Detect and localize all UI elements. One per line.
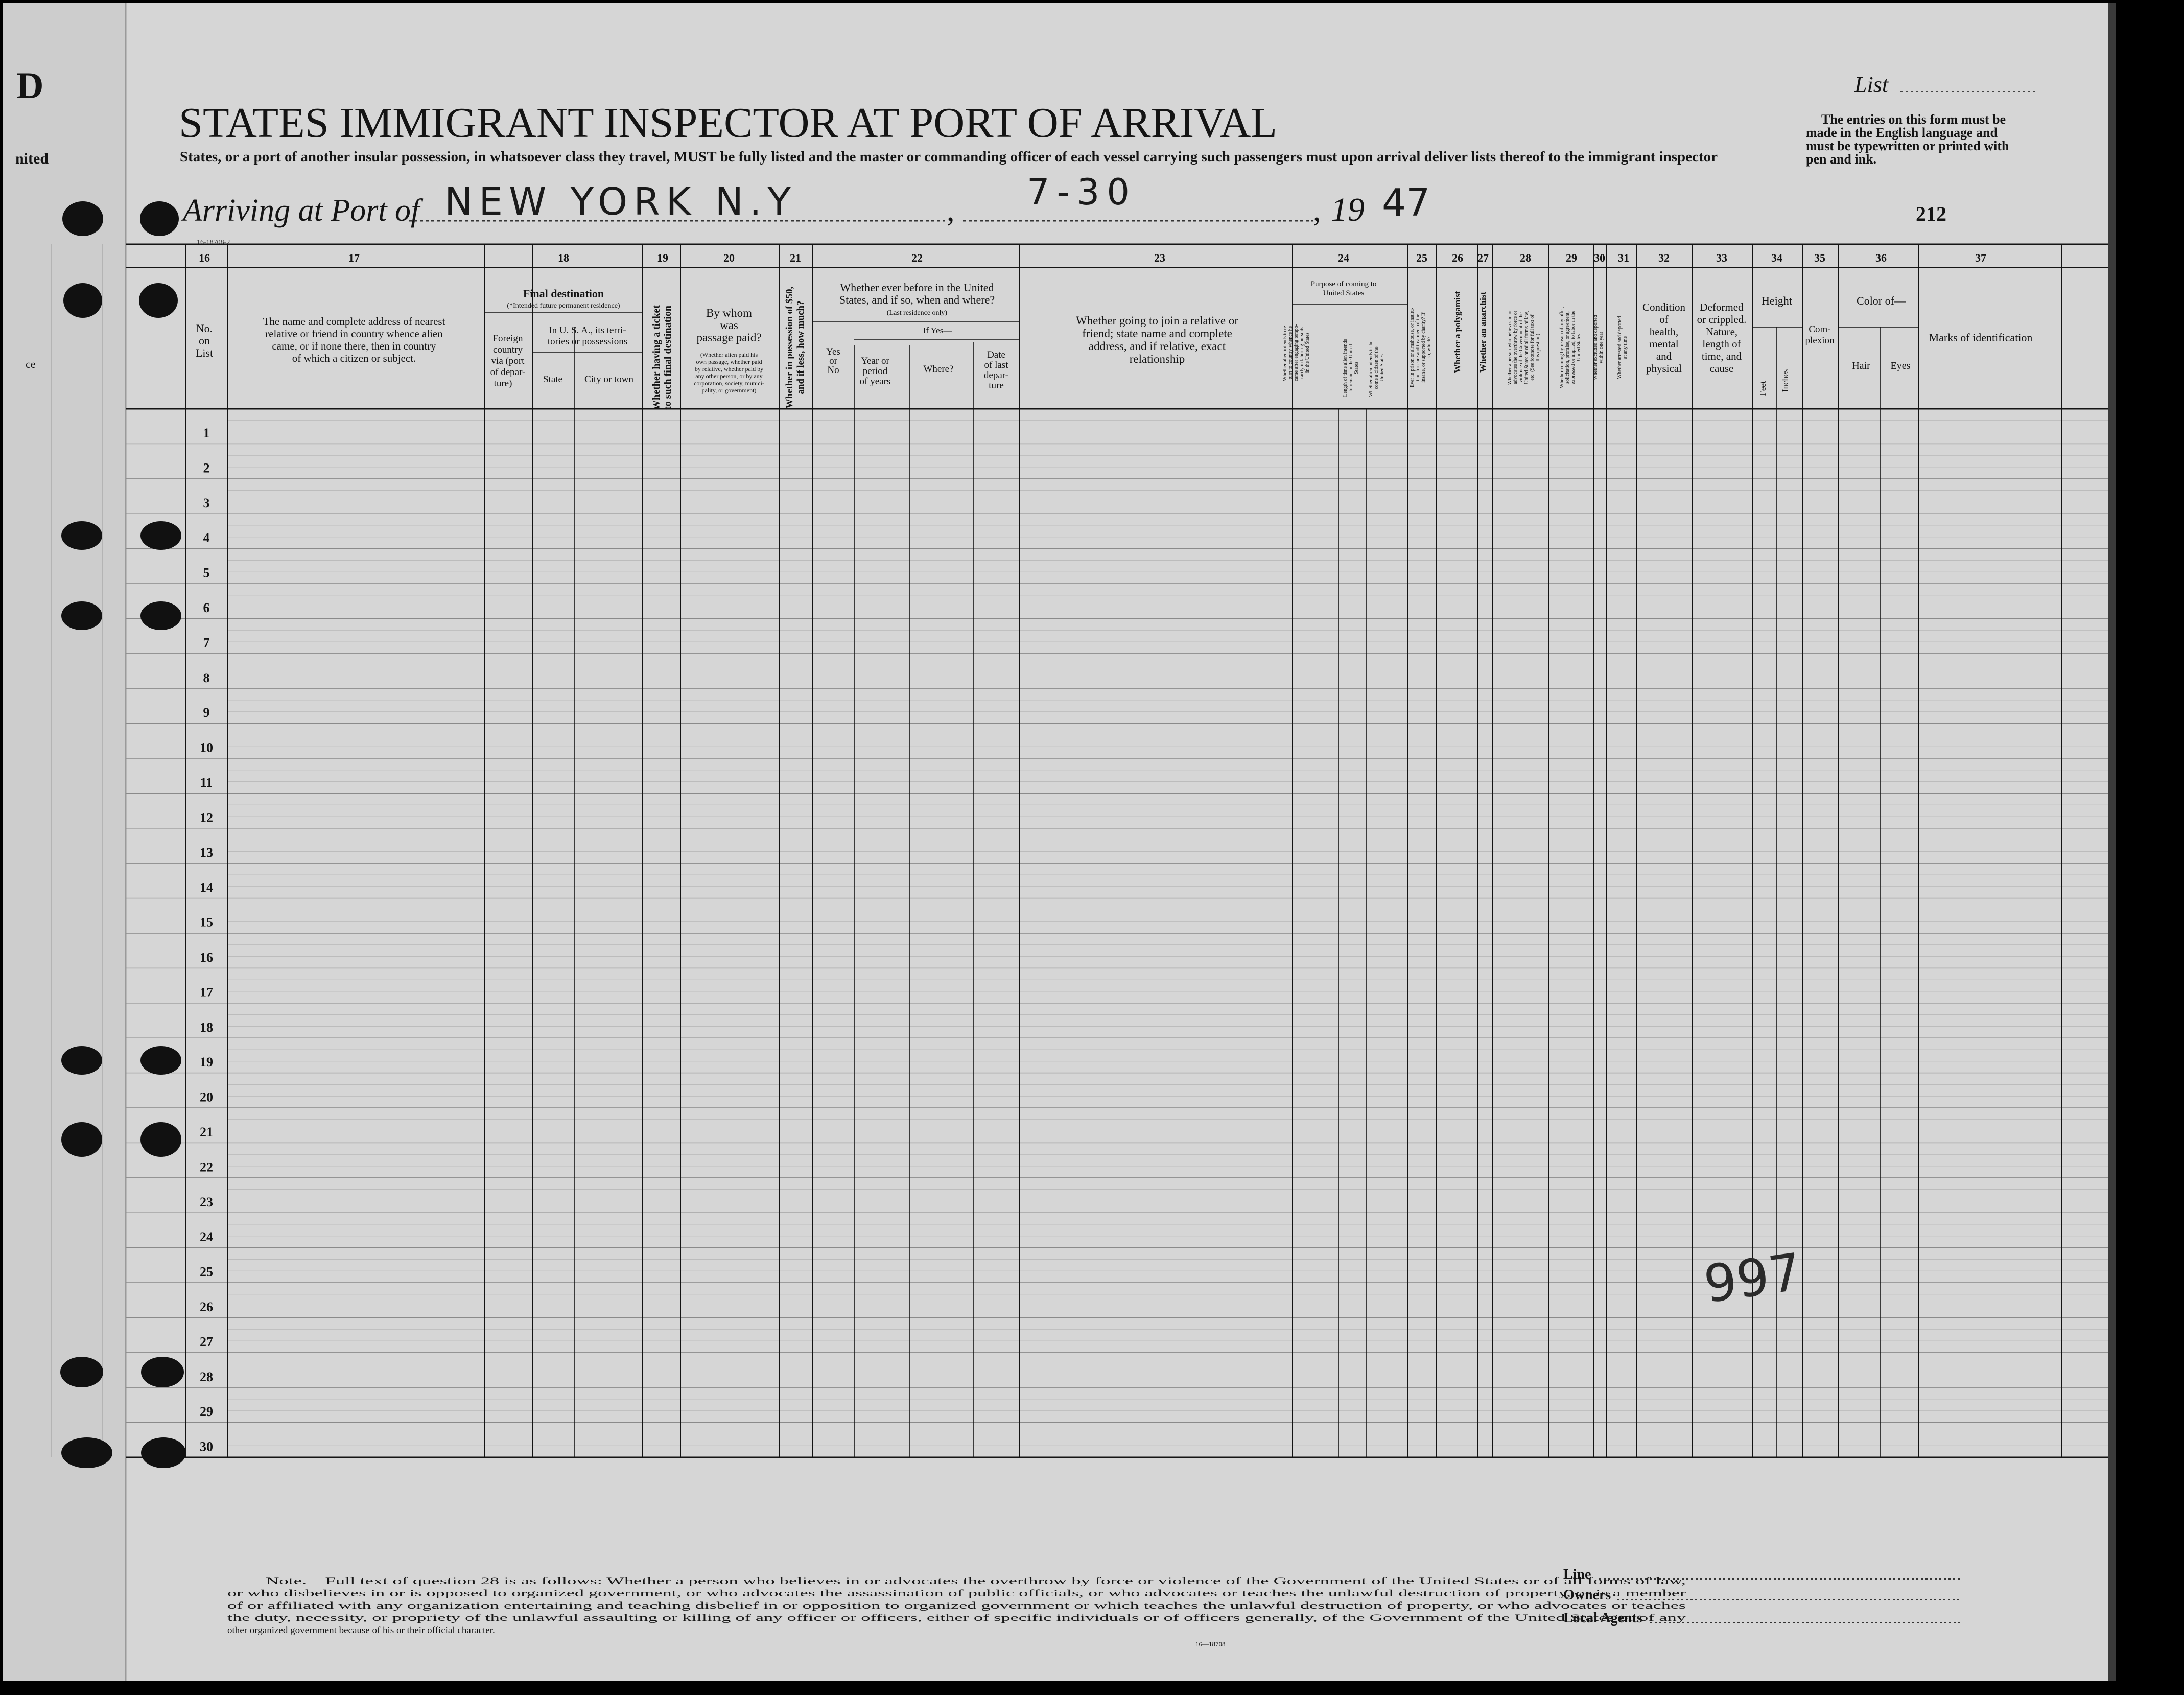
hdr-deformed: or crippled. xyxy=(1697,313,1747,326)
hdr-state: State xyxy=(543,374,562,385)
hdr-passage-note-line: pality, or government) xyxy=(701,387,757,394)
row-number: 18 xyxy=(200,1019,213,1035)
form-title: STATES IMMIGRANT INSPECTOR AT PORT OF ARRIVAL xyxy=(179,99,1277,147)
owners-label: Owners xyxy=(1563,1587,1611,1603)
agents-label: Local Agents xyxy=(1563,1610,1642,1626)
comma: , xyxy=(947,193,955,228)
hdr-passage-paid: By whom xyxy=(706,307,753,319)
hdr-foreign-country: country xyxy=(492,344,523,355)
hdr-where: Where? xyxy=(923,364,954,375)
footer-note-line: other organized government because of his or their official character. xyxy=(227,1625,495,1636)
arriving-label: Arriving at Port of xyxy=(183,193,420,228)
line-label: Line xyxy=(1563,1567,1591,1583)
hdr-small-line: advocates the overthrow by force or xyxy=(1513,310,1518,385)
left-fragment-ce: ce xyxy=(26,358,36,370)
hdr-purpose: United States xyxy=(1323,289,1365,297)
hdr-passage-note-line: by relative, whether paid by xyxy=(694,365,764,373)
footer-note-line: or who disbelieves in or is opposed to organized government, or who advocates the assassination of public officials, or who advocates or teaches the unlawful destruction of property, or is a member xyxy=(227,1588,1687,1599)
col-number-29: 29 xyxy=(1566,251,1577,264)
binding-strip xyxy=(3,3,126,1681)
hdr-small-line: within one year xyxy=(1599,331,1604,364)
row-number: 12 xyxy=(200,810,213,825)
hdr-small-line: Ever in prison or almshouse, or institu- xyxy=(1410,307,1415,388)
row-number: 26 xyxy=(200,1299,213,1314)
row-number: 6 xyxy=(203,600,210,615)
hdr-deformed: time, and xyxy=(1701,350,1742,362)
right-edge-shadow xyxy=(2108,3,2116,1681)
row-number: 28 xyxy=(200,1369,213,1384)
hdr-ticket-line: Whether having a ticket xyxy=(651,305,662,410)
row-number: 1 xyxy=(203,426,210,440)
form-code: 16-18708-2 xyxy=(197,239,230,246)
row-number: 17 xyxy=(200,985,213,1000)
col-number-36: 36 xyxy=(1875,251,1887,264)
hdr-inches-text: Inches xyxy=(1780,369,1790,392)
hdr-condition-health: mental xyxy=(1649,338,1679,350)
hdr-feet-text: Feet xyxy=(1758,381,1768,396)
hdr-anarchist xyxy=(1478,292,1488,373)
hdr-possession-line: Whether in possession of $50, xyxy=(784,286,795,409)
date-handwritten: 7-30 xyxy=(1027,171,1137,213)
hdr-small-line: at any time xyxy=(1623,336,1628,359)
hdr-foreign-country: via (port xyxy=(491,356,525,366)
hdr-height: Height xyxy=(1762,294,1792,307)
hdr-small-line: solicitation, promise, or agreement, xyxy=(1565,311,1570,384)
binding-hole xyxy=(60,1357,103,1387)
binding-hole xyxy=(140,601,181,630)
hdr-purpose-a xyxy=(1282,324,1310,381)
row-number: 30 xyxy=(200,1439,213,1454)
row-number: 8 xyxy=(203,670,210,685)
comma: , xyxy=(1313,193,1321,228)
hdr-eyes: Eyes xyxy=(1890,360,1911,371)
hdr-ever-before: States, and if so, when and where? xyxy=(839,293,995,306)
hdr-small-line: Whether coming by reason of any offer, xyxy=(1559,307,1565,388)
row-number: 7 xyxy=(203,635,210,651)
binding-hole xyxy=(140,521,181,550)
col-number-37: 37 xyxy=(1975,251,1986,264)
row-number: 3 xyxy=(203,495,210,510)
row-number: 21 xyxy=(200,1125,213,1140)
col-number-34: 34 xyxy=(1771,251,1782,264)
hdr-nearest-relative: of which a citizen or subject. xyxy=(292,352,416,364)
hdr-passage-note xyxy=(694,351,764,394)
hdr-small-line: etc. (See footnote for full text of xyxy=(1530,314,1535,381)
hdr-small-line: this question) xyxy=(1535,333,1541,362)
col-number-17: 17 xyxy=(348,251,360,264)
hdr-join-relative: address, and if relative, exact xyxy=(1088,340,1226,353)
hdr-small-line: rarily in laboring pursuits xyxy=(1299,327,1305,379)
hdr-small-line: Whether a person who believes in or xyxy=(1507,310,1513,385)
row-number: 27 xyxy=(200,1334,213,1350)
hdr-condition-health: health, xyxy=(1649,326,1679,338)
row-number: 22 xyxy=(200,1159,213,1175)
hdr-foreign-country: ture)— xyxy=(494,378,522,389)
hdr-purpose: Purpose of coming to xyxy=(1310,280,1377,288)
hdr-nearest-relative: came, or if none there, then in country xyxy=(272,340,436,352)
binding-hole xyxy=(140,1046,181,1075)
col-number-25: 25 xyxy=(1416,251,1427,264)
hdr-ticket-line: to such final destination xyxy=(662,306,673,410)
hdr-deformed: Deformed xyxy=(1700,301,1744,313)
hdr-small-line: United States or of all forms of law, xyxy=(1524,311,1530,384)
hdr-small-line: United States xyxy=(1576,334,1582,361)
footer-note-line: of or affiliated with any organization entertaining and teaching disbelief in or opposition to organized government or which teaches the unlawful destruction of property, or who advocates or teaches xyxy=(227,1600,1686,1611)
hdr-small-line: turn to country whence he xyxy=(1288,326,1294,380)
hdr-city-or-town: City or town xyxy=(584,374,634,385)
col-number-21: 21 xyxy=(790,251,801,264)
page-number: 212 xyxy=(1916,202,1946,225)
hdr-ever-before: Whether ever before in the United xyxy=(840,281,994,294)
row-number: 10 xyxy=(200,740,213,755)
row-number: 14 xyxy=(200,880,213,895)
hdr-passage-note-line: (Whether alien paid his xyxy=(700,351,758,358)
col-number-30: 30 xyxy=(1594,251,1605,264)
hdr-foreign-country: Foreign xyxy=(492,333,523,344)
col-number-28: 28 xyxy=(1520,251,1531,264)
hdr-small-line: States xyxy=(1354,362,1359,374)
row-number: 13 xyxy=(200,845,213,860)
row-number: 23 xyxy=(200,1194,213,1210)
hdr-small-line: Whether alien intends to re- xyxy=(1282,324,1288,381)
hdr-small-line: United States xyxy=(1379,354,1385,382)
hdr-yes-or-no: Yes xyxy=(826,346,840,357)
hdr-hair: Hair xyxy=(1852,360,1870,371)
left-fragment-d: D xyxy=(16,65,44,107)
hdr-small-line: in the United States xyxy=(1305,332,1310,373)
hdr-passage-paid: passage paid? xyxy=(696,331,762,344)
hdr-small-line: to remain in the United xyxy=(1348,344,1354,392)
hdr-marks-identification: Marks of identification xyxy=(1929,331,2033,344)
binding-hole xyxy=(140,201,179,236)
hdr-join-relative: Whether going to join a relative or xyxy=(1075,314,1239,327)
col-number-18: 18 xyxy=(558,251,569,264)
left-fragment-nited: nited xyxy=(15,150,49,167)
hdr-date-last: of last xyxy=(984,360,1008,370)
binding-hole xyxy=(63,283,102,318)
row-number: 9 xyxy=(203,705,210,721)
hdr-if-yes: If Yes— xyxy=(923,326,952,335)
hdr-yes-or-no: or xyxy=(829,356,837,366)
binding-hole xyxy=(139,283,178,318)
row-number: 11 xyxy=(200,775,213,790)
hdr-small-line: violence of the Government of the xyxy=(1518,312,1524,383)
hdr-deformed: length of xyxy=(1702,338,1741,350)
col-number-32: 32 xyxy=(1658,251,1670,264)
hdr-no-on-list: on xyxy=(199,334,210,347)
col-number-35: 35 xyxy=(1814,251,1825,264)
row-number: 24 xyxy=(200,1229,213,1245)
row-number: 16 xyxy=(200,950,213,965)
hdr-small-line: so, which? xyxy=(1426,336,1432,359)
binding-hole xyxy=(61,601,102,630)
hdr-passage-note-line: own passage, whether paid xyxy=(696,358,762,365)
hdr-passage-paid: was xyxy=(720,319,738,332)
hdr-year-period: period xyxy=(862,366,888,377)
hdr-deformed: cause xyxy=(1709,362,1734,375)
col-number-23: 23 xyxy=(1154,251,1165,264)
port-handwritten: NEW YORK N.Y xyxy=(444,180,797,224)
hdr-no-on-list: No. xyxy=(196,322,213,335)
binding-hole xyxy=(140,1122,181,1157)
hdr-date-last: Date xyxy=(987,350,1005,360)
row-number: 19 xyxy=(200,1055,213,1070)
hdr-possession-line: and if less, how much? xyxy=(795,300,806,394)
hdr-join-relative: friend; state name and complete xyxy=(1082,327,1232,340)
hdr-last-residence: (Last residence only) xyxy=(886,309,948,317)
footer-note-line: the duty, necessity, or propriety of the unlawful assaulting or killing of any officer or officers, either of specific individuals or of officers generally, of the Government of the United States or of any xyxy=(227,1613,1686,1623)
year-printed: 19 xyxy=(1331,191,1365,228)
hdr-ticket xyxy=(651,305,673,410)
hdr-possession-50 xyxy=(784,286,806,408)
instruction-line: made in the English language and xyxy=(1806,125,1998,140)
hdr-condition-health: of xyxy=(1659,313,1669,326)
hdr-deformed: Nature, xyxy=(1705,326,1738,338)
paper-sheet xyxy=(3,3,2116,1681)
hdr-condition-health: physical xyxy=(1646,362,1682,375)
hdr-year-period: of years xyxy=(859,376,891,387)
col-number-33: 33 xyxy=(1716,251,1727,264)
footer-form-code: 16—18708 xyxy=(1195,1640,1226,1648)
hdr-polygamist xyxy=(1452,291,1462,374)
row-number: 2 xyxy=(203,460,210,476)
hdr-final-destination: Final destination xyxy=(523,287,604,300)
col-number-22: 22 xyxy=(911,251,923,264)
hdr-small-line: Length of time alien intends xyxy=(1343,339,1348,397)
binding-hole xyxy=(62,201,103,236)
hdr-in-usa: tories or possessions xyxy=(547,336,628,347)
col-number-27: 27 xyxy=(1477,251,1489,264)
binding-hole xyxy=(141,1357,184,1387)
col-number-26: 26 xyxy=(1452,251,1463,264)
hdr-small-line: came after engaging tempo- xyxy=(1294,324,1299,381)
hdr-passage-note-line: any other person, or by any xyxy=(695,373,763,380)
hdr-inches xyxy=(1780,369,1790,392)
hdr-condition-health: Condition xyxy=(1642,301,1686,313)
instruction-line: must be typewritten or printed with xyxy=(1806,138,2009,153)
hdr-small-line: Whether alien intends to be- xyxy=(1368,339,1374,397)
hdr-passage-note-line: corporation, society, munici- xyxy=(694,380,764,387)
binding-hole xyxy=(61,1046,102,1075)
hdr-date-last: ture xyxy=(989,380,1004,391)
hdr-complexion: Com- xyxy=(1809,324,1831,335)
col-number-20: 20 xyxy=(723,251,735,264)
col-number-31: 31 xyxy=(1618,251,1629,264)
hdr-foreign-country: of depar- xyxy=(490,367,526,378)
binding-hole xyxy=(61,1437,112,1468)
hdr-small-line: insane, or supported by charity? If xyxy=(1421,312,1426,383)
binding-hole xyxy=(61,1122,102,1157)
binding-hole xyxy=(61,521,102,550)
hdr-polygamist-text: Whether a polygamist xyxy=(1452,291,1462,374)
hdr-join-relative: relationship xyxy=(1129,353,1185,365)
hdr-yes-or-no: No xyxy=(827,365,839,376)
hdr-no-on-list: List xyxy=(195,346,214,359)
col-number-19: 19 xyxy=(657,251,668,264)
instruction-line: pen and ink. xyxy=(1806,152,1877,167)
hdr-small-line: Whether excluded and deported xyxy=(1593,315,1599,380)
hdr-nearest-relative: The name and complete address of nearest xyxy=(263,315,445,328)
row-number: 25 xyxy=(200,1264,213,1280)
row-number: 20 xyxy=(200,1089,213,1105)
hdr-feet xyxy=(1758,381,1768,396)
hdr-small-line: Whether arrested and deported xyxy=(1617,316,1623,379)
row-number: 29 xyxy=(200,1404,213,1420)
hdr-in-usa: In U. S. A., its terri- xyxy=(549,325,626,336)
hdr-final-destination-note: (*Intended future permanent residence) xyxy=(507,302,620,310)
hdr-complexion: plexion xyxy=(1805,335,1835,346)
hdr-anarchist-text: Whether an anarchist xyxy=(1478,291,1488,373)
row-number: 4 xyxy=(203,530,210,546)
hdr-date-last: depar- xyxy=(983,370,1009,381)
handwritten-number: 997 xyxy=(1700,1241,1805,1315)
hdr-small-line: expressed or implied, to labor in the xyxy=(1570,310,1576,385)
hdr-condition-health: and xyxy=(1656,350,1672,362)
hdr-nearest-relative: relative or friend in country whence alien xyxy=(265,328,443,340)
hdr-color-of: Color of— xyxy=(1857,294,1906,307)
footer-note-line: Note.—Full text of question 28 is as follows: Whether a person who believes in or advocates the overthrow by force or violence of the Government of the United States or of all forms of law, xyxy=(266,1576,1686,1587)
hdr-year-period: Year or xyxy=(861,356,889,366)
hdr-small-line: come a citizen of the xyxy=(1374,346,1379,389)
binding-hole xyxy=(141,1437,186,1468)
year-handwritten: 47 xyxy=(1382,181,1430,225)
row-number: 15 xyxy=(200,915,213,930)
col-number-16: 16 xyxy=(199,251,210,264)
hdr-small-line: tion for care and treatment of the xyxy=(1415,314,1421,381)
list-label: List xyxy=(1854,72,1889,97)
form-subtitle: States, or a port of another insular possession, in whatsoever class they travel, MUST be fully listed and the master or commanding officer of each vessel carrying such passengers must upon arrival deliver lists thereof to the immigrant inspector xyxy=(180,149,1718,165)
instruction-line: The entries on this form must be xyxy=(1821,112,2006,127)
row-number: 5 xyxy=(203,565,210,581)
col-number-24: 24 xyxy=(1338,251,1349,264)
